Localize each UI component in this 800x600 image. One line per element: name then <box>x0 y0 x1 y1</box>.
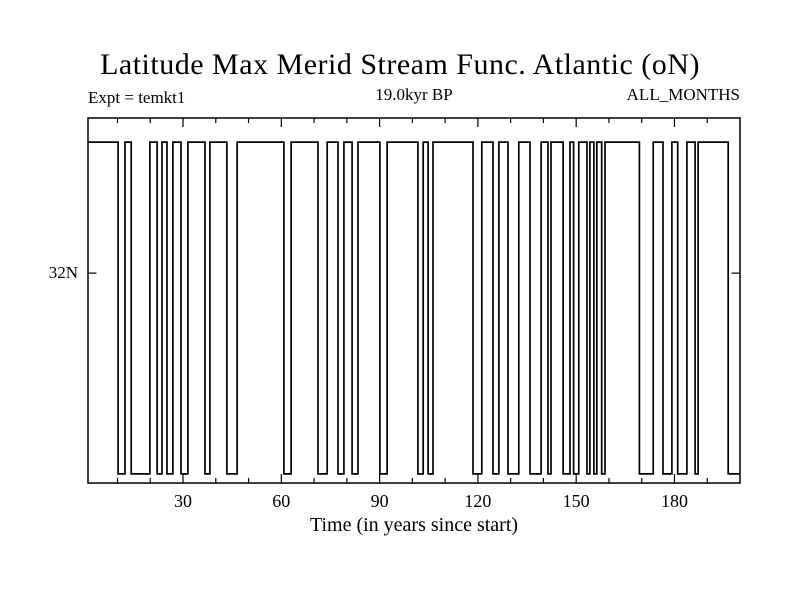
y-tick-label-32n: 32N <box>48 263 78 282</box>
x-tick-label-90: 90 <box>370 491 389 511</box>
waveform-line <box>88 142 740 474</box>
epoch-label: 19.0kyr BP <box>375 85 453 104</box>
x-tick-label-30: 30 <box>174 491 193 511</box>
months-label: ALL_MONTHS <box>626 85 740 104</box>
x-tick-label-180: 180 <box>660 491 688 511</box>
x-tick-label-60: 60 <box>272 491 291 511</box>
x-tick-label-150: 150 <box>562 491 590 511</box>
chart-title: Latitude Max Merid Stream Func. Atlantic (oN) <box>100 48 700 81</box>
x-axis-title: Time (in years since start) <box>309 514 519 536</box>
experiment-label: Expt = temkt1 <box>88 88 186 107</box>
x-tick-label-120: 120 <box>464 491 492 511</box>
plot-frame <box>88 118 740 483</box>
